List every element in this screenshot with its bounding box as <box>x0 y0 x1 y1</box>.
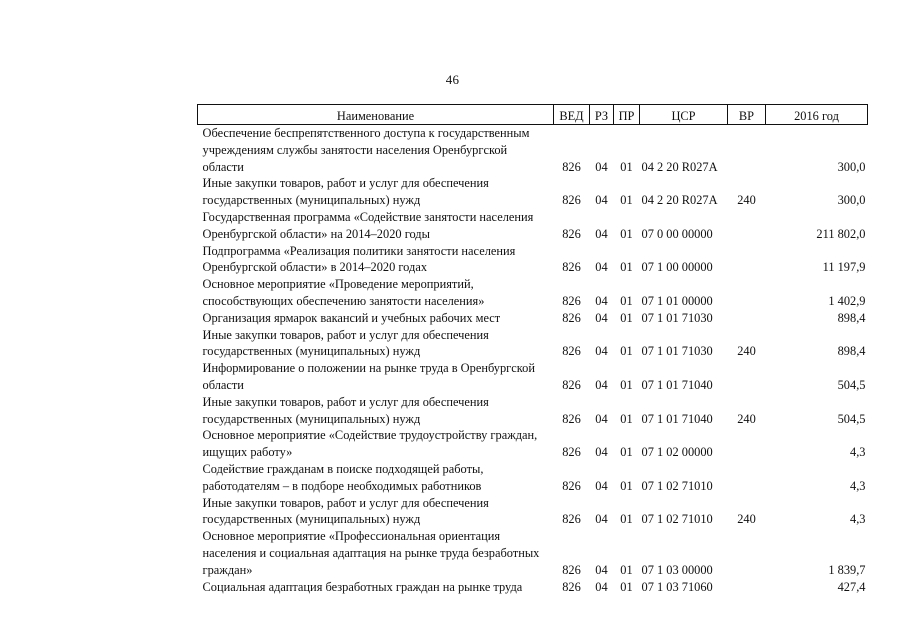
row-amount: 211 802,0 <box>816 226 866 241</box>
row-vr <box>728 360 766 394</box>
row-ved: 826 <box>562 260 581 275</box>
table-row <box>198 175 868 209</box>
row-rz: 04 <box>595 377 608 392</box>
row-vr <box>728 243 766 277</box>
table-row <box>198 579 868 596</box>
row-csr: 07 1 00 00000 <box>641 260 713 275</box>
row-rz: 04 <box>595 478 608 493</box>
table-header-row <box>198 105 868 125</box>
row-amount: 300,0 <box>837 193 866 208</box>
row-ved: 826 <box>562 310 581 325</box>
row-csr: 07 1 03 00000 <box>641 562 713 577</box>
row-vr <box>728 125 766 176</box>
row-pr: 01 <box>620 445 633 460</box>
row-rz: 04 <box>595 562 608 577</box>
row-csr: 07 1 03 71060 <box>641 579 713 594</box>
row-ved: 826 <box>562 344 581 359</box>
row-name: Иные закупки товаров, работ и услуг для обеспечения государственных (муниципальных) нужд <box>202 394 489 426</box>
row-pr: 01 <box>620 562 633 577</box>
row-ved: 826 <box>562 377 581 392</box>
row-rz: 04 <box>595 260 608 275</box>
row-pr: 01 <box>620 579 633 594</box>
row-name: Иные закупки товаров, работ и услуг для обеспечения государственных (муниципальных) нужд <box>202 495 489 527</box>
row-rz: 04 <box>595 512 608 527</box>
row-name: Основное мероприятие «Проведение мероприятий, способствующих обеспечению занятости населения» <box>202 277 485 308</box>
row-name: Государственная программа «Содействие занятости населения Оренбургской области» на 2014–2020 годы <box>202 209 534 241</box>
row-pr: 01 <box>620 226 633 241</box>
row-csr: 04 2 20 R027A <box>641 159 718 174</box>
row-amount: 504,5 <box>837 411 866 426</box>
row-vr <box>728 209 766 243</box>
row-vr <box>728 310 766 327</box>
row-pr: 01 <box>620 344 633 359</box>
row-vr: 240 <box>737 411 756 426</box>
row-csr: 07 1 01 71030 <box>641 310 713 325</box>
table-row <box>198 125 868 176</box>
row-ved: 826 <box>562 512 581 527</box>
row-ved: 826 <box>562 411 581 426</box>
table-body <box>198 125 868 596</box>
row-csr: 07 0 00 00000 <box>641 226 713 241</box>
row-name: Обеспечение беспрепятственного доступа к государственным учреждениям службы занятости населения Оренбургской области <box>202 126 530 174</box>
row-name: Информирование о положении на рынке труда в Оренбургской области <box>202 361 535 392</box>
row-name: Подпрограмма «Реализация политики занятости населения Оренбургской области» в 2014–2020 годах <box>202 243 516 275</box>
table-row <box>198 461 868 495</box>
row-vr: 240 <box>737 193 756 208</box>
row-ved: 826 <box>562 478 581 493</box>
row-pr: 01 <box>620 310 633 325</box>
row-csr: 07 1 01 71040 <box>641 377 713 392</box>
row-amount: 1 839,7 <box>828 562 866 577</box>
table-row <box>198 495 868 529</box>
table-row <box>198 209 868 243</box>
header-pr: ПР <box>614 105 640 125</box>
row-name: Основное мероприятие «Содействие трудоустройству граждан, ищущих работу» <box>202 428 538 460</box>
row-ved: 826 <box>562 293 581 308</box>
row-ved: 826 <box>562 193 581 208</box>
row-pr: 01 <box>620 293 633 308</box>
header-ved: ВЕД <box>554 105 590 125</box>
table-row <box>198 360 868 394</box>
table-row <box>198 310 868 327</box>
row-amount: 898,4 <box>837 344 866 359</box>
row-csr: 07 1 02 71010 <box>641 512 713 527</box>
row-amount: 300,0 <box>837 159 866 174</box>
row-csr: 07 1 01 00000 <box>641 293 713 308</box>
row-pr: 01 <box>620 260 633 275</box>
row-amount: 898,4 <box>837 310 866 325</box>
row-rz: 04 <box>595 159 608 174</box>
row-rz: 04 <box>595 445 608 460</box>
table-row <box>198 394 868 428</box>
header-csr: ЦСР <box>640 105 728 125</box>
row-pr: 01 <box>620 193 633 208</box>
row-rz: 04 <box>595 344 608 359</box>
row-amount: 4,3 <box>850 512 866 527</box>
page-number: 46 <box>445 72 460 87</box>
row-name: Организация ярмарок вакансий и учебных рабочих мест <box>202 310 501 325</box>
row-vr <box>728 427 766 461</box>
row-name: Содействие гражданам в поиске подходящей работы, работодателям – в подборе необходимых работников <box>202 461 484 493</box>
row-amount: 4,3 <box>850 445 866 460</box>
row-csr: 07 1 02 71010 <box>641 478 713 493</box>
row-rz: 04 <box>595 226 608 241</box>
row-vr: 240 <box>737 512 756 527</box>
row-name: Иные закупки товаров, работ и услуг для обеспечения государственных (муниципальных) нужд <box>202 327 489 359</box>
row-ved: 826 <box>562 579 581 594</box>
row-csr: 04 2 20 R027A <box>641 193 718 208</box>
row-csr: 07 1 01 71030 <box>641 344 713 359</box>
row-ved: 826 <box>562 562 581 577</box>
row-rz: 04 <box>595 411 608 426</box>
header-year: 2016 год <box>766 105 868 125</box>
row-vr: 240 <box>737 344 756 359</box>
row-csr: 07 1 02 00000 <box>641 445 713 460</box>
row-name: Иные закупки товаров, работ и услуг для обеспечения государственных (муниципальных) нужд <box>202 176 489 208</box>
row-vr <box>728 276 766 310</box>
row-pr: 01 <box>620 377 633 392</box>
row-rz: 04 <box>595 193 608 208</box>
row-rz: 04 <box>595 579 608 594</box>
row-ved: 826 <box>562 445 581 460</box>
row-pr: 01 <box>620 411 633 426</box>
row-pr: 01 <box>620 478 633 493</box>
row-amount: 1 402,9 <box>828 293 866 308</box>
budget-table <box>197 104 868 595</box>
row-rz: 04 <box>595 293 608 308</box>
row-ved: 826 <box>562 159 581 174</box>
table-row <box>198 327 868 361</box>
row-pr: 01 <box>620 159 633 174</box>
header-vr: ВР <box>728 105 766 125</box>
row-vr <box>728 461 766 495</box>
row-vr <box>728 528 766 578</box>
row-vr <box>728 579 766 596</box>
row-amount: 11 197,9 <box>822 260 866 275</box>
row-name: Социальная адаптация безработных граждан на рынке труда <box>202 579 523 594</box>
row-amount: 504,5 <box>837 377 866 392</box>
table-row <box>198 427 868 461</box>
row-csr: 07 1 01 71040 <box>641 411 713 426</box>
table-row <box>198 528 868 578</box>
table-row <box>198 276 868 310</box>
header-name: Наименование <box>198 105 554 125</box>
row-name: Основное мероприятие «Профессиональная ориентация населения и социальная адаптация на рынке труда безработных граждан» <box>202 529 540 577</box>
row-ved: 826 <box>562 226 581 241</box>
row-amount: 427,4 <box>837 579 866 594</box>
table-row <box>198 243 868 277</box>
row-pr: 01 <box>620 512 633 527</box>
header-rz: РЗ <box>590 105 614 125</box>
row-rz: 04 <box>595 310 608 325</box>
row-amount: 4,3 <box>850 478 866 493</box>
